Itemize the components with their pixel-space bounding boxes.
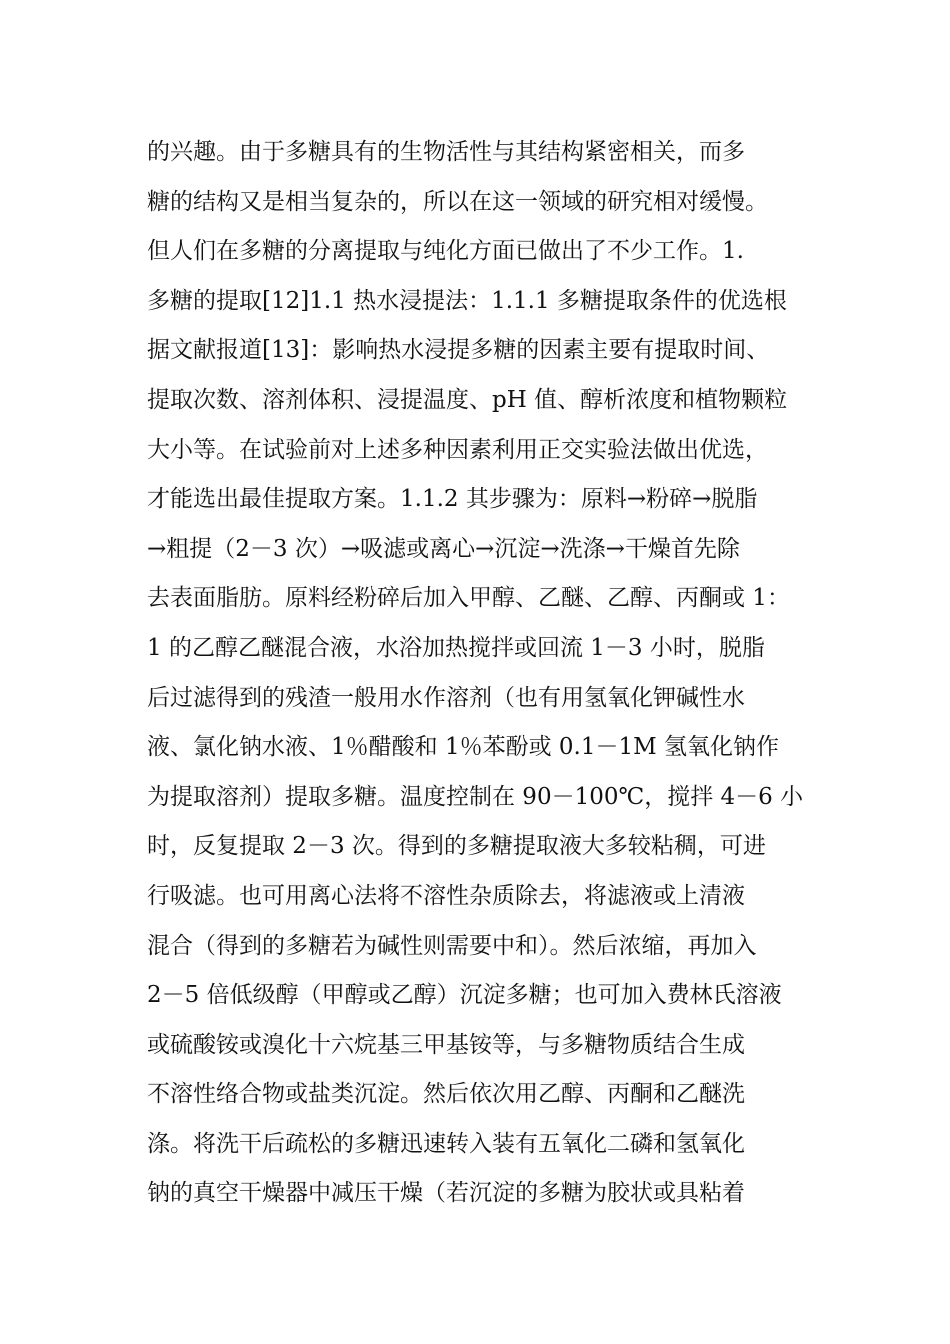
text-line: →粗提（2－3 次）→吸滤或离心→沉淀→洗涤→干燥首先除	[147, 535, 740, 562]
text-line: 或硫酸铵或溴化十六烷基三甲基铵等，与多糖物质结合生成	[147, 1031, 745, 1058]
text-line: 钠的真空干燥器中减压干燥（若沉淀的多糖为胶状或具粘着	[147, 1180, 745, 1207]
text-line: 的兴趣。由于多糖具有的生物活性与其结构紧密相关，而多	[147, 139, 745, 165]
text-line: 提取次数、溶剂体积、浸提温度、pH 值、醇析浓度和植物颗粒	[147, 386, 788, 413]
text-line: 据文献报道[13]：影响热水浸提多糖的因素主要有提取时间、	[147, 337, 770, 364]
text-line: 后过滤得到的残渣一般用水作溶剂（也有用氢氧化钾碱性水	[147, 684, 745, 711]
text-line: 混合（得到的多糖若为碱性则需要中和）。然后浓缩，再加入	[147, 932, 757, 959]
text-line: 多糖的提取[12]1.1 热水浸提法：1.1.1 多糖提取条件的优选根	[147, 287, 787, 314]
text-line: 不溶性络合物或盐类沉淀。然后依次用乙醇、丙酮和乙醚洗	[147, 1081, 745, 1108]
text-line: 行吸滤。也可用离心法将不溶性杂质除去，将滤液或上清液	[147, 882, 745, 909]
text-line: 糖的结构又是相当复杂的，所以在这一领域的研究相对缓慢。	[147, 188, 768, 215]
text-line: 时，反复提取 2－3 次。得到的多糖提取液大多较粘稠，可进	[147, 833, 766, 860]
text-line: 1 的乙醇乙醚混合液，水浴加热搅拌或回流 1－3 小时，脱脂	[147, 634, 765, 661]
text-line: 去表面脂肪。原料经粉碎后加入甲醇、乙醚、乙醇、丙酮或 1：	[147, 585, 790, 612]
text-line: 大小等。在试验前对上述多种因素利用正交实验法做出优选，	[147, 436, 768, 463]
text-line: 2－5 倍低级醇（甲醇或乙醇）沉淀多糖；也可加入费林氏溶液	[147, 982, 782, 1009]
text-line: 涤。将洗干后疏松的多糖迅速转入装有五氧化二磷和氢氧化	[147, 1130, 745, 1157]
text-line: 但人们在多糖的分离提取与纯化方面已做出了不少工作。1.	[147, 238, 744, 265]
text-line: 为提取溶剂）提取多糖。温度控制在 90－100℃，搅拌 4－6 小	[147, 783, 804, 810]
text-line: 才能选出最佳提取方案。1.1.2 其步骤为：原料→粉碎→脱脂	[147, 486, 758, 513]
body-text	[147, 128, 827, 1219]
text-line: 液、氯化钠水液、1％醋酸和 1％苯酚或 0.1－1M 氢氧化钠作	[147, 734, 779, 761]
